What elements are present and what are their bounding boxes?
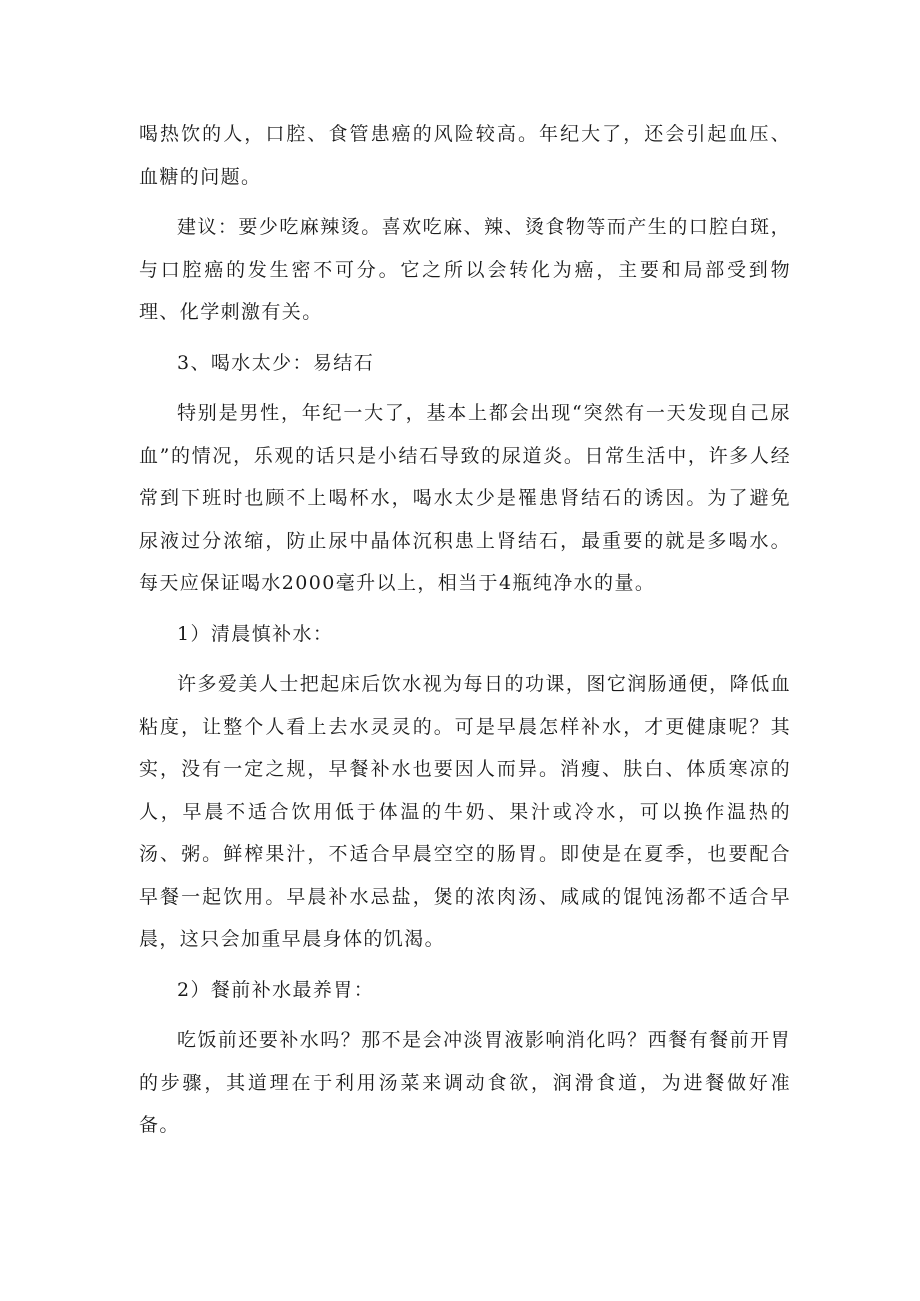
section-heading-drink-too-little: 3、喝水太少：易结石 <box>177 351 375 374</box>
paragraph-morning-hydration: 许多爱美人士把起床后饮水视为每日的功课，图它润肠通便，降低血粘度，让整个人看上去水灵灵的。可是早晨怎样补水，才更健康呢？其实，没有一定之规，早餐补水也要因人而异。消瘦、肤白、体质寒凉的人，早晨不适合饮用低于体温的牛奶、果汁或冷水，可以换作温热的汤、粥。鲜榨果汁，不适合早晨空空的肠胃。即使是在夏季，也要配合早餐一起饮用。早晨补水忌盐，煲的浓肉汤、咸咸的馄饨汤都不适合早晨，这只会加重早晨身体的饥渴。 <box>139 673 791 950</box>
paragraph-hot-drinks-risk: 喝热饮的人，口腔、食管患癌的风险较高。年纪大了，还会引起血压、血糖的问题。 <box>139 123 791 188</box>
paragraph-kidney-stones: 特别是男性，年纪一大了，基本上都会出现“突然有一天发现自己尿血”的情况，乐观的话只是小结石导致的尿道炎。日常生活中，许多人经常到下班时也顾不上喝杯水，喝水太少是罹患肾结石的诱因。为了避免尿液过分浓缩，防止尿中晶体沉积患上肾结石，最重要的就是多喝水。每天应保证喝水2000毫升以上，相当于4瓶纯净水的量。 <box>139 402 791 594</box>
subheading-pre-meal-hydration: 2）餐前补水最养胃： <box>177 978 375 1001</box>
subheading-morning-hydration: 1）清晨慎补水： <box>177 622 334 645</box>
paragraph-spicy-food-advice: 建议：要少吃麻辣烫。喜欢吃麻、辣、烫食物等而产生的口腔白斑，与口腔癌的发生密不可分。它之所以会转化为癌，主要和局部受到物理、化学刺激有关。 <box>139 216 791 323</box>
document-body <box>139 113 791 1155</box>
paragraph-pre-meal-hydration: 吃饭前还要补水吗？那不是会冲淡胃液影响消化吗？西餐有餐前开胃的步骤，其道理在于利用汤菜来调动食欲，润滑食道，为进餐做好准备。 <box>139 1029 791 1136</box>
